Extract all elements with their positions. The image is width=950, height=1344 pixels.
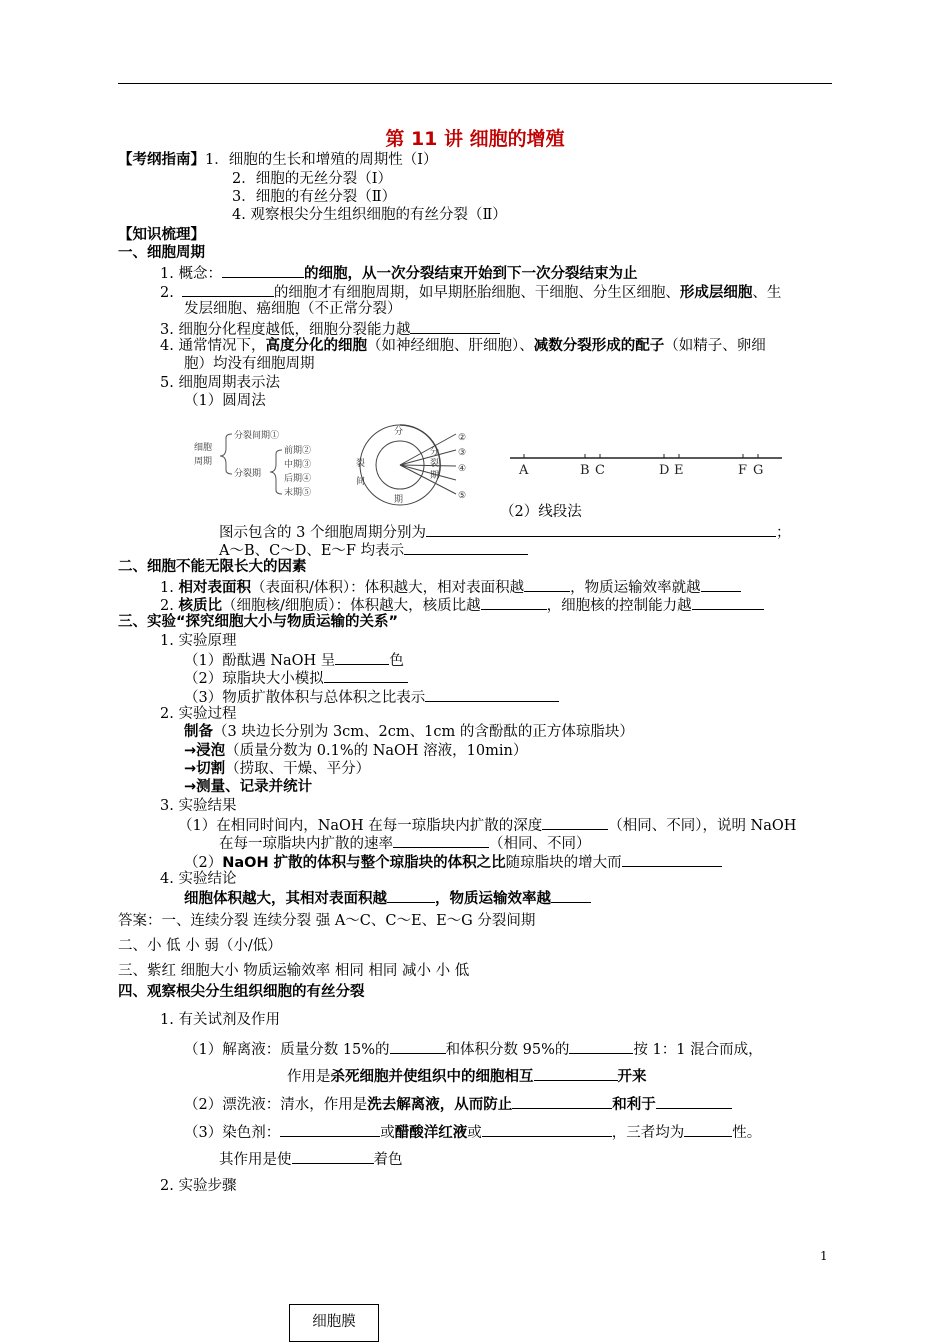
page-number: 1 (820, 1249, 828, 1263)
s1-item-2-cont: 发层细胞、癌细胞（不正常分裂） (184, 301, 402, 317)
circle-label: 分 (394, 427, 404, 437)
answer-blank[interactable] (622, 852, 722, 867)
answer-blank[interactable] (512, 1094, 612, 1109)
timeline-label: E (674, 463, 684, 478)
s3-process-step: 制备（3 块边长分别为 3cm、2cm、1cm 的含酚酞的正方体琼脂块） (184, 724, 634, 740)
tree-root-label: 细胞 (194, 443, 213, 453)
answers-line: 二、小 低 小 弱（小/低） (118, 938, 282, 954)
answer-blank[interactable] (292, 1149, 374, 1164)
answer-blank[interactable] (222, 263, 304, 278)
circle-label: 裂 (430, 459, 440, 469)
s3-conclusion-text: 细胞体积越大，其相对表面积越 ，物质运输效率越 (184, 888, 591, 908)
answer-blank[interactable] (692, 595, 764, 610)
tree-mitosis: 分裂期 (234, 469, 262, 479)
s3-result-1-cont: 在每一琼脂块内扩散的速率 （相同、不同） (219, 833, 591, 853)
circle-label: 期 (430, 471, 440, 481)
s1-item-2: 2. 的细胞才有细胞周期，如早期胚胎细胞、干细胞、分生区细胞、形成层细胞、生 (160, 282, 781, 302)
circle-num: ② (458, 433, 467, 443)
timeline-label: C (595, 463, 605, 478)
answer-blank[interactable] (569, 1039, 633, 1054)
circle-label: 分 (430, 447, 440, 457)
answer-blank[interactable] (656, 1094, 732, 1109)
tree-phase: 后期④ (284, 474, 312, 484)
answer-blank[interactable] (280, 1122, 380, 1137)
s3-process-step: →浸泡（质量分数为 0.1%的 NaOH 溶液，10min） (184, 743, 528, 759)
s3-conclusion: 4. 实验结论 (160, 871, 237, 887)
tree-phase: 末期⑤ (284, 488, 312, 498)
answer-blank[interactable] (426, 522, 776, 537)
s3-principle-2: （2）琼脂块大小模拟 (184, 668, 408, 688)
s3-process-step: →切割（捞取、干燥、平分） (184, 761, 371, 777)
s4-reagents: 1. 有关试剂及作用 (160, 1012, 280, 1028)
circle-method-label: （1）圆周法 (184, 393, 266, 409)
guide-line-1 (118, 151, 437, 169)
s1-item-3: 3. 细胞分化程度越低，细胞分裂能力越 (160, 319, 500, 339)
tree-interphase: 分裂间期① (234, 431, 280, 441)
s3-principle-1: （1）酚酞遇 NaOH 呈 色 (184, 650, 404, 670)
answer-blank[interactable] (481, 595, 547, 610)
s4-reagent-3: （3）染色剂： 或醋酸洋红液或 ，三者均为 性。 (184, 1122, 761, 1142)
circle-label: 裂 (356, 459, 366, 469)
tree-phase: 前期② (284, 446, 312, 456)
timeline-label: A (519, 463, 529, 478)
s2-item-1: 1. 相对表面积（表面积/体积）：体积越大，相对表面积越 ，物质运输效率就越 (160, 577, 741, 597)
s4-reagent-1: （1）解离液：质量分数 15%的 和体积分数 95%的 按 1：1 混合而成， (184, 1039, 763, 1059)
answer-blank[interactable] (551, 888, 591, 903)
section-heading: 三、实验“探究细胞大小与物质运输的关系” (118, 614, 399, 630)
cell-membrane-box: 细胞膜 (289, 1304, 379, 1342)
section-heading: 二、细胞不能无限长大的因素 (118, 559, 307, 575)
figure-question-2: A～B、C～D、E～F 均表示 (219, 540, 528, 560)
s3-result: 3. 实验结果 (160, 798, 237, 814)
s4-reagent-2: （2）漂洗液：清水，作用是洗去解离液，从而防止 和利于 (184, 1094, 732, 1114)
guide-item: 3．细胞的有丝分裂（Ⅱ） (232, 189, 397, 205)
answers-line: 答案：一、连续分裂 连续分裂 强 A～C、C～E、E～G 分裂间期 (118, 913, 536, 929)
answer-blank[interactable] (182, 282, 274, 297)
s3-result-2: （2）NaOH 扩散的体积与整个琼脂块的体积之比随琼脂块的增大而 (184, 852, 722, 872)
circle-label: 间 (356, 477, 366, 487)
s4-steps: 2. 实验步骤 (160, 1178, 237, 1194)
answer-blank[interactable] (701, 577, 741, 592)
segment-method-label: （2）线段法 (500, 504, 582, 520)
circle-num: ⑤ (458, 491, 467, 501)
guide-item: 2．细胞的无丝分裂（Ⅰ） (232, 171, 392, 187)
timeline-label: B (580, 463, 590, 478)
figure-question: 图示包含的 3 个细胞周期分别为 ； (219, 522, 790, 542)
knowledge-head: 【知识梳理】 (118, 227, 205, 243)
timeline-label: F (738, 463, 748, 478)
answer-blank[interactable] (524, 577, 570, 592)
s1-item-4-cont: 胞）均没有细胞周期 (184, 356, 315, 372)
guide-item: 1．细胞的生长和增殖的周期性（Ⅰ） (205, 152, 438, 168)
s3-process-step: →测量、记录并统计 (184, 779, 313, 795)
answer-blank[interactable] (410, 319, 500, 334)
section-heading: 一、细胞周期 (118, 245, 205, 261)
s3-principle-3: （3）物质扩散体积与总体积之比表示 (184, 687, 559, 707)
section-heading: 四、观察根尖分生组织细胞的有丝分裂 (118, 984, 365, 1000)
s1-item-4: 4. 通常情况下，高度分化的细胞（如神经细胞、肝细胞）、减数分裂形成的配子（如精子、卵细 (160, 338, 766, 354)
page-title: 第 11 讲 细胞的增殖 (385, 128, 565, 150)
answer-blank[interactable] (542, 815, 608, 830)
tree-phase: 中期③ (284, 460, 312, 470)
s4-reagent-3-use: 其作用是使 着色 (219, 1149, 403, 1169)
header-rule (118, 83, 832, 84)
cell-cycle-diagram (190, 420, 790, 520)
s3-principle: 1. 实验原理 (160, 633, 237, 649)
circle-label: 期 (394, 495, 404, 505)
s2-item-2: 2. 核质比（细胞核/细胞质）：体积越大，核质比越 ，细胞核的控制能力越 (160, 595, 764, 615)
circle-num: ③ (458, 448, 467, 458)
s4-reagent-1-use: 作用是杀死细胞并使组织中的细胞相互 开来 (287, 1066, 647, 1086)
tree-root-label: 周期 (194, 457, 213, 467)
answer-blank[interactable] (534, 1066, 618, 1081)
answer-blank[interactable] (684, 1122, 732, 1137)
s3-result-1: （1）在相同时间内，NaOH 在每一琼脂块内扩散的深度 （相同、不同），说明 NaOH (178, 815, 796, 835)
timeline-label: D (659, 463, 670, 478)
guide-item: 4. 观察根尖分生组织细胞的有丝分裂（Ⅱ） (232, 207, 507, 223)
answer-blank[interactable] (387, 888, 435, 903)
s1-item-1: 1. 概念： 的细胞，从一次分裂结束开始到下一次分裂结束为止 (160, 263, 637, 283)
answer-blank[interactable] (335, 650, 389, 665)
s1-item-5: 5. 细胞周期表示法 (160, 375, 280, 391)
guide-head: 【考纲指南】 (118, 152, 205, 168)
circle-num: ④ (458, 464, 467, 474)
answer-blank[interactable] (404, 540, 528, 555)
answer-blank[interactable] (393, 833, 489, 848)
answer-blank[interactable] (482, 1122, 612, 1137)
answers-line: 三、紫红 细胞大小 物质运输效率 相同 相同 减小 小 低 (118, 963, 470, 979)
timeline-label: G (753, 463, 764, 478)
answer-blank[interactable] (324, 668, 408, 683)
answer-blank[interactable] (425, 687, 559, 702)
s3-process: 2. 实验过程 (160, 706, 237, 722)
answer-blank[interactable] (390, 1039, 446, 1054)
